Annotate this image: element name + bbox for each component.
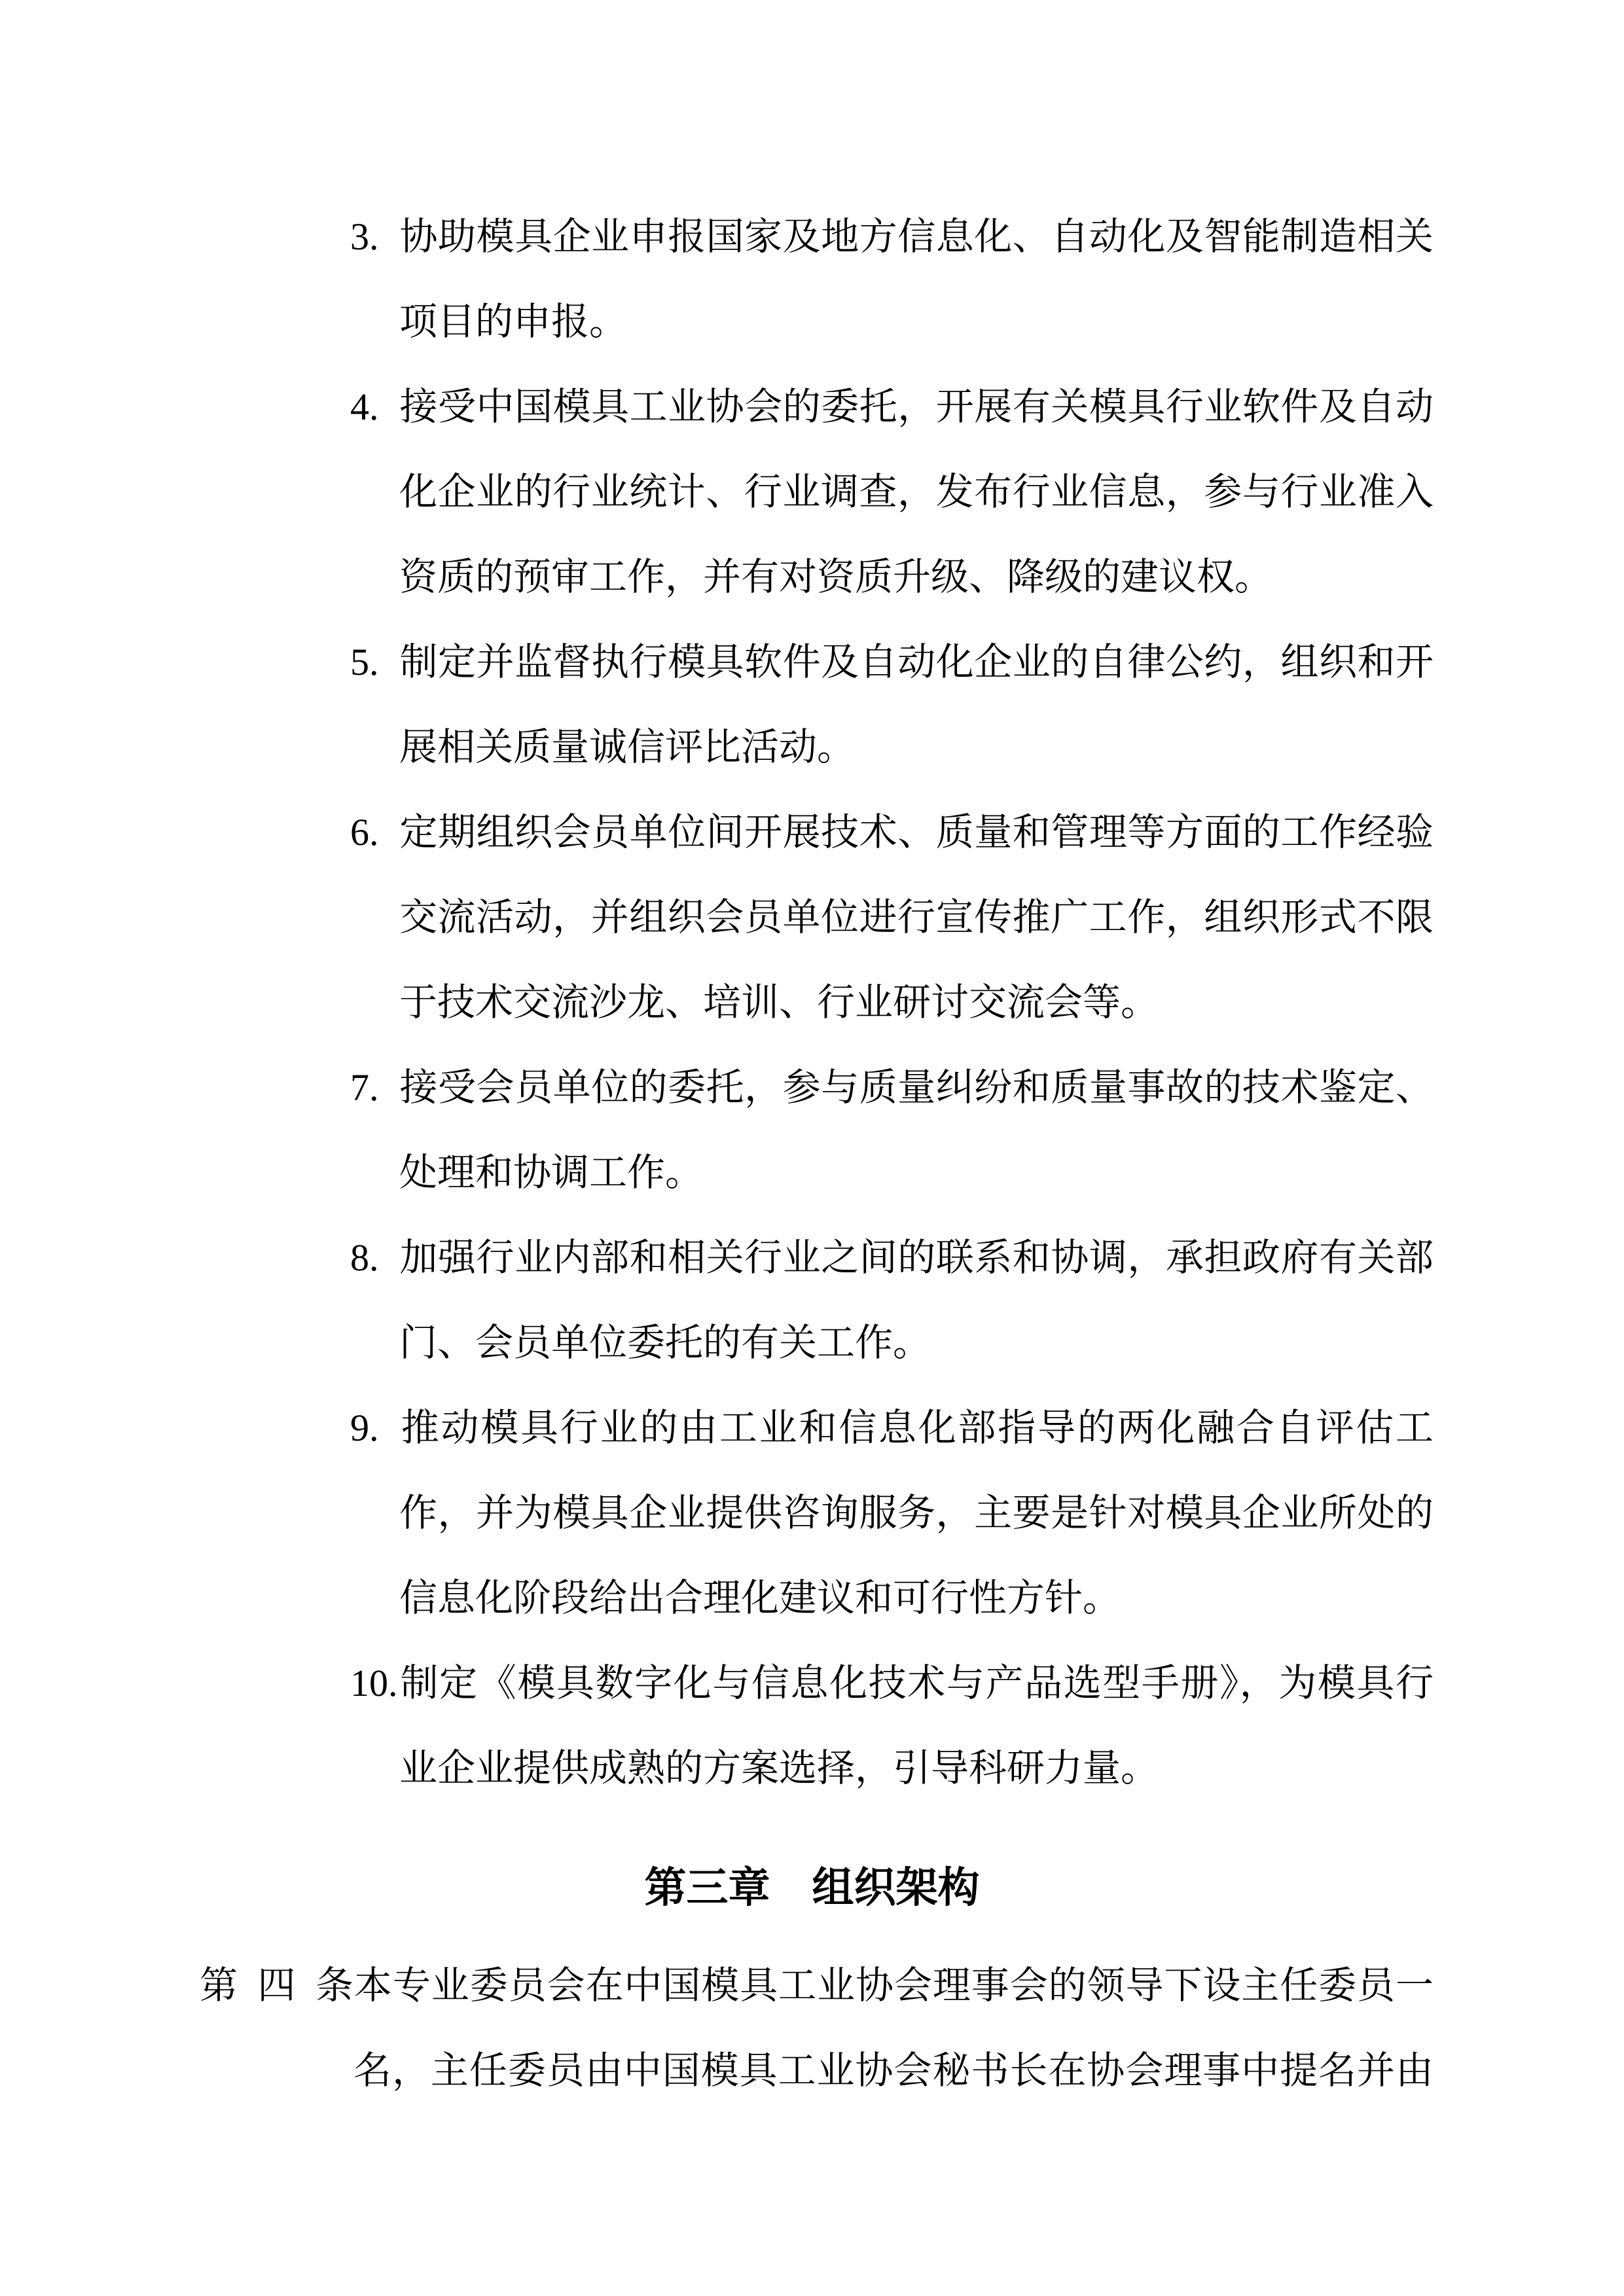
list-item bbox=[350, 620, 1434, 790]
list-item-number: 4. bbox=[350, 386, 379, 428]
list-item-line bbox=[350, 194, 1434, 279]
list-item-text: 加强行业内部和相关行业之间的联系和协调，承担政府有关部 bbox=[399, 1236, 1434, 1279]
list-item bbox=[350, 194, 1434, 365]
list-item bbox=[350, 1641, 1434, 1811]
list-item-line bbox=[350, 620, 1434, 705]
list-item-line: 展相关质量诚信评比活动。 bbox=[399, 726, 856, 768]
list-item bbox=[350, 1386, 1434, 1641]
list-item-line bbox=[350, 1045, 1434, 1130]
article-label: 第四条 bbox=[200, 1964, 353, 2007]
list-item-line bbox=[350, 1386, 1434, 1471]
list-item-number: 5. bbox=[350, 641, 379, 683]
list-item bbox=[350, 1215, 1434, 1386]
list-item-number: 10. bbox=[350, 1662, 398, 1704]
list-item bbox=[350, 365, 1434, 620]
list-item-line bbox=[350, 1215, 1434, 1300]
article-line bbox=[200, 1943, 1434, 2028]
list-item-text: 制定《模具数字化与信息化技术与产品选型手册》，为模具行 bbox=[399, 1662, 1434, 1704]
list-item bbox=[350, 1045, 1434, 1215]
list-item-text: 定期组织会员单位间开展技术、质量和管理等方面的工作经验 bbox=[399, 811, 1434, 853]
list-item-line: 门、会员单位委托的有关工作。 bbox=[399, 1321, 931, 1364]
list-item-text: 制定并监督执行模具软件及自动化企业的自律公约，组织和开 bbox=[399, 641, 1434, 683]
list-item-line: 化企业的行业统计、行业调查，发布行业信息，参与行业准入 bbox=[399, 471, 1434, 513]
list-item-line bbox=[350, 1641, 1434, 1726]
list-item-number: 9. bbox=[350, 1407, 379, 1449]
list-item bbox=[350, 790, 1434, 1045]
list-item-number: 7. bbox=[350, 1066, 379, 1109]
list-item-line: 信息化阶段给出合理化建议和可行性方针。 bbox=[399, 1577, 1121, 1619]
list-item-line: 资质的预审工作，并有对资质升级、降级的建议权。 bbox=[399, 556, 1273, 598]
list-item-line: 项目的申报。 bbox=[399, 300, 628, 343]
article-clause bbox=[200, 1943, 1434, 2113]
list-item-number: 8. bbox=[350, 1236, 379, 1279]
list-item-line: 业企业提供成熟的方案选择，引导科研力量。 bbox=[399, 1747, 1159, 1789]
list-item-text: 协助模具企业申报国家及地方信息化、自动化及智能制造相关 bbox=[399, 215, 1434, 258]
list-item-line: 于技术交流沙龙、培训、行业研讨交流会等。 bbox=[399, 981, 1159, 1024]
list-item-text: 接受会员单位的委托，参与质量纠纷和质量事故的技术鉴定、 bbox=[399, 1066, 1434, 1109]
article-line: 名，主任委员由中国模具工业协会秘书长在协会理事中提名并由 bbox=[353, 2049, 1434, 2092]
list-item-line bbox=[350, 790, 1434, 875]
list-item-line: 处理和协调工作。 bbox=[399, 1151, 704, 1194]
list-item-text: 推动模具行业的由工业和信息化部指导的两化融合自评估工 bbox=[399, 1407, 1434, 1449]
article-text: 本专业委员会在中国模具工业协会理事会的领导下设主任委员一 bbox=[353, 1964, 1434, 2007]
list-item-line: 交流活动，并组织会员单位进行宣传推广工作，组织形式不限 bbox=[399, 896, 1434, 939]
list-item-number: 6. bbox=[350, 811, 379, 853]
duties-list bbox=[350, 194, 1434, 1811]
list-item-line: 作，并为模具企业提供咨询服务，主要是针对模具企业所处的 bbox=[399, 1492, 1434, 1534]
list-item-number: 3. bbox=[350, 215, 379, 258]
chapter-heading: 第三章 组织架构 bbox=[644, 1865, 980, 1911]
list-item-line bbox=[350, 365, 1434, 450]
list-item-text: 接受中国模具工业协会的委托，开展有关模具行业软件及自动 bbox=[399, 386, 1434, 428]
